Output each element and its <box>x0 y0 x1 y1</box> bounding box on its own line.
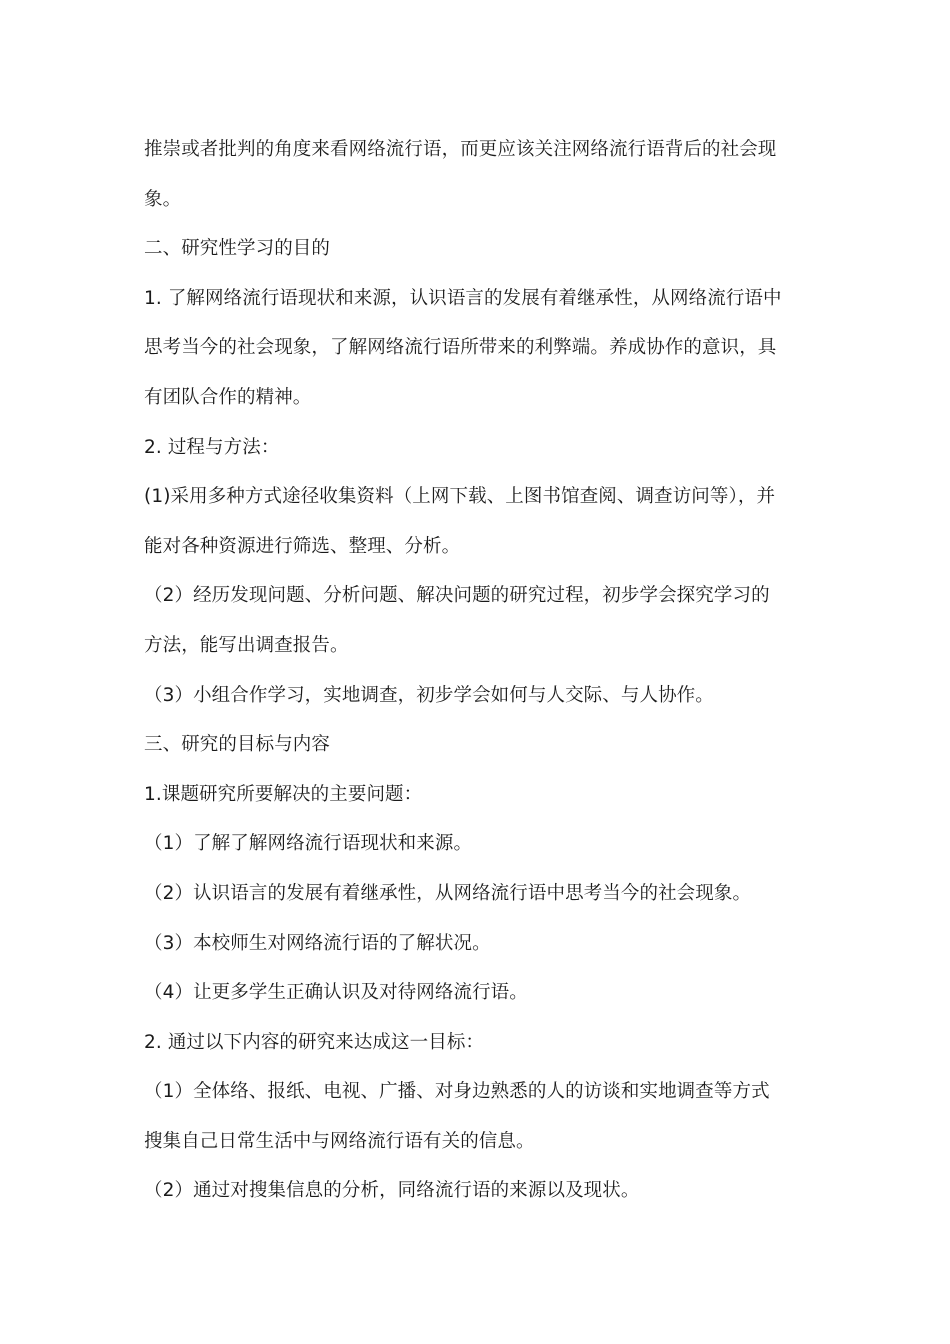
subheading: 2. 通过以下内容的研究来达成这一目标： <box>144 1031 485 1053</box>
paragraph-line: 象。 <box>144 188 182 210</box>
list-item: 能对各种资源进行筛选、整理、分析。 <box>144 535 461 557</box>
paragraph-line: 有团队合作的精神。 <box>144 386 312 408</box>
subheading: 2. 过程与方法： <box>144 436 280 458</box>
list-item: （3）小组合作学习，实地调查，初步学会如何与人交际、与人协作。 <box>144 684 714 706</box>
subheading: 1.课题研究所要解决的主要问题： <box>144 783 423 805</box>
list-item: （2）通过对搜集信息的分析，同络流行语的来源以及现状。 <box>144 1180 640 1202</box>
paragraph-line: 推崇或者批判的角度来看网络流行语，而更应该关注网络流行语背后的社会现 <box>144 139 777 160</box>
list-item: 搜集自己日常生活中与网络流行语有关的信息。 <box>144 1130 535 1152</box>
paragraph-line: 1. 了解网络流行语现状和来源，认识语言的发展有着继承性，从网络流行语中 <box>144 287 782 309</box>
list-item: （1）了解了解网络流行语现状和来源。 <box>144 833 473 855</box>
list-item: (1)采用多种方式途径收集资料（上网下载、上图书馆查阅、调查访问等），并 <box>144 486 776 508</box>
list-item: （3）本校师生对网络流行语的了解状况。 <box>144 932 491 954</box>
list-item: 方法，能写出调查报告。 <box>144 634 349 656</box>
section-heading: 二、研究性学习的目的 <box>144 238 331 260</box>
list-item: （2）经历发现问题、分析问题、解决问题的研究过程，初步学会探究学习的 <box>144 585 770 607</box>
list-item: （1）全体络、报纸、电视、广播、对身边熟悉的人的访谈和实地调查等方式 <box>144 1081 770 1103</box>
section-heading: 三、研究的目标与内容 <box>144 734 331 756</box>
list-item: （4）让更多学生正确认识及对待网络流行语。 <box>144 982 528 1004</box>
document-page <box>144 130 814 1221</box>
list-item: （2）认识语言的发展有着继承性，从网络流行语中思考当今的社会现象。 <box>144 882 752 904</box>
paragraph-line: 思考当今的社会现象，了解网络流行语所带来的利弊端。养成协作的意识，具 <box>144 337 777 359</box>
